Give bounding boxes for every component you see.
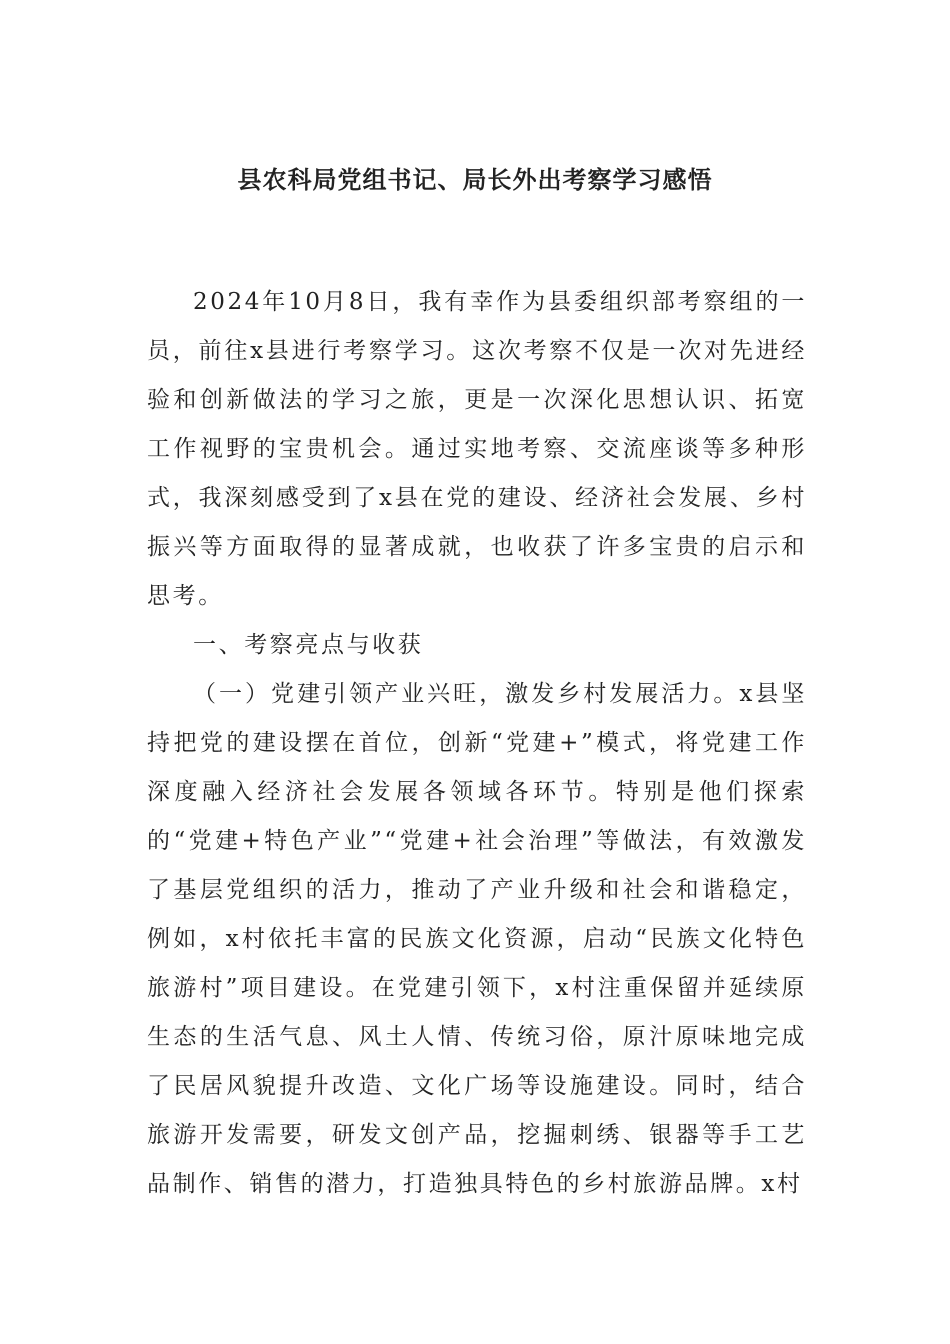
paragraph-intro: 2024年10月8日，我有幸作为县委组织部考察组的一员，前往x县进行考察学习。这次考察不仅是一次对先进经验和创新做法的学习之旅，更是一次深化思想认识、拓宽工作视野的宝贵机会。通过实地考察、交流座谈等多种形式，我深刻感受到了x县在党的建设、经济社会发展、乡村振兴等方面取得的显著成就，也收获了许多宝贵的启示和思考。 [147,289,807,609]
paragraph-party-building: （一）党建引领产业兴旺，激发乡村发展活力。x县坚持把党的建设摆在首位，创新“党建+”模式，将党建工作深度融入经济社会发展各领域各环节。特别是他们探索的“党建+特色产业”“党建+社会治理”等做法，有效激发了基层党组织的活力，推动了产业升级和社会和谐稳定，例如，x村依托丰富的民族文化资源，启动“民族文化特色旅游村”项目建设。在党建引领下，x村注重保留并延续原生态的生活气息、风土人情、传统习俗，原汁原味地完成了民居风貌提升改造、文化广场等设施建设。同时，结合旅游开发需要，研发文创产品，挖掘刺绣、银器等手工艺品制作、销售的潜力，打造独具特色的乡村旅游品牌。x村 [147,681,807,1197]
document-body [147,278,807,1209]
document-title: 县农科局党组书记、局长外出考察学习感悟 [237,165,713,194]
section-heading: 一、考察亮点与收获 [193,632,424,658]
